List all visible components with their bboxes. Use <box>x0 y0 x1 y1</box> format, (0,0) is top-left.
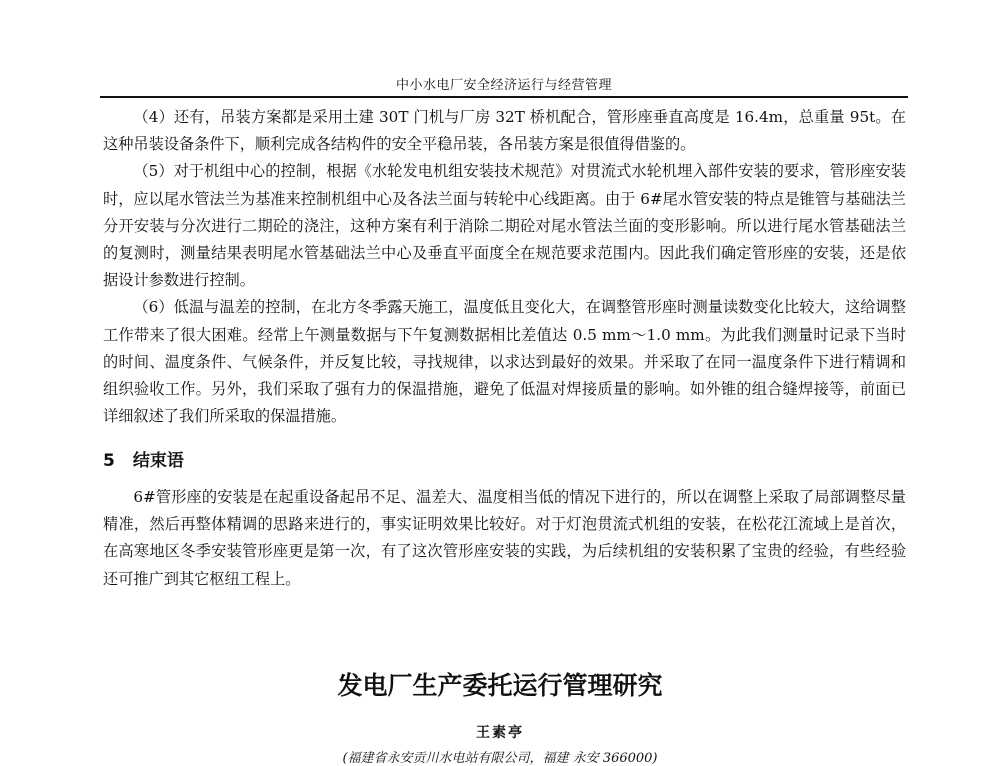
conclusion-paragraph: 6#管形座的安装是在起重设备起吊不足、温差大、温度相当低的情况下进行的，所以在调整上采取了局部调整尽量精准，然后再整体精调的思路来进行的，事实证明效果比较好。对于灯泡贯流式机组的安装，在松花江流域上是首次，在高寒地区冬季安装管形座更是第一次，有了这次管形座安装的实践，为后续机组的安装积累了宝贵的经验，有些经验还可推广到其它枢纽工程上。 <box>103 488 906 588</box>
conclusion-section <box>103 484 906 593</box>
section-number: 5 <box>103 451 115 471</box>
article-author: 王素亭 <box>476 725 524 741</box>
author-affiliation: (福建省永安贡川水电站有限公司，福建 永安 366000) <box>342 751 658 766</box>
section-title: 结束语 <box>132 451 184 471</box>
header-rule <box>100 96 908 98</box>
paragraph-item-6: （6）低温与温差的控制，在北方冬季露天施工，温度低且变化大，在调整管形座时测量读数变化比较大，这给调整工作带来了很大困难。经常上午测量数据与下午复测数据相比差值达 0.5 mm～1.0 mm。为此我们测量时记录下当时的时间、温度条件、气候条件，并反复比较，寻找规律，以求达到最好的效果。并采取了在同一温度条件下进行精调和组织验收工作。另外，我们采取了强有力的保温措施，避免了低温对焊接质量的影响。如外锥的组合缝焊接等，前面已详细叙述了我们所采取的保温措施。 <box>103 298 906 426</box>
running-header: 中小水电厂安全经济运行与经营管理 <box>395 78 612 93</box>
paragraph-item-4: （4）还有，吊装方案都是采用土建 30T 门机与厂房 32T 桥机配合，管形座垂直高度是 16.4m，总重量 95t。在这种吊装设备条件下，顺利完成各结构件的安全平稳吊装，各吊装方案是很值得借鉴的。 <box>103 108 906 154</box>
body-text <box>103 104 906 430</box>
paragraph-item-5: （5）对于机组中心的控制，根据《水轮发电机组安装技术规范》对贯流式水轮机埋入部件安装的要求，管形座安装时，应以尾水管法兰为基准来控制机组中心及各法兰面与转轮中心线距离。由于 6#尾水管安装的特点是锥管与基础法兰分开安装与分次进行二期砼的浇注，这种方案有利于消除二期砼对尾水管法兰面的变形影响。所以进行尾水管基础法兰的复测时，测量结果表明尾水管基础法兰中心及垂直平面度全在规范要求范围内。因此我们确定管形座的安装，还是依据设计参数进行控制。 <box>103 162 906 290</box>
article-title: 发电厂生产委托运行管理研究 <box>337 671 663 700</box>
section-heading <box>103 446 184 471</box>
